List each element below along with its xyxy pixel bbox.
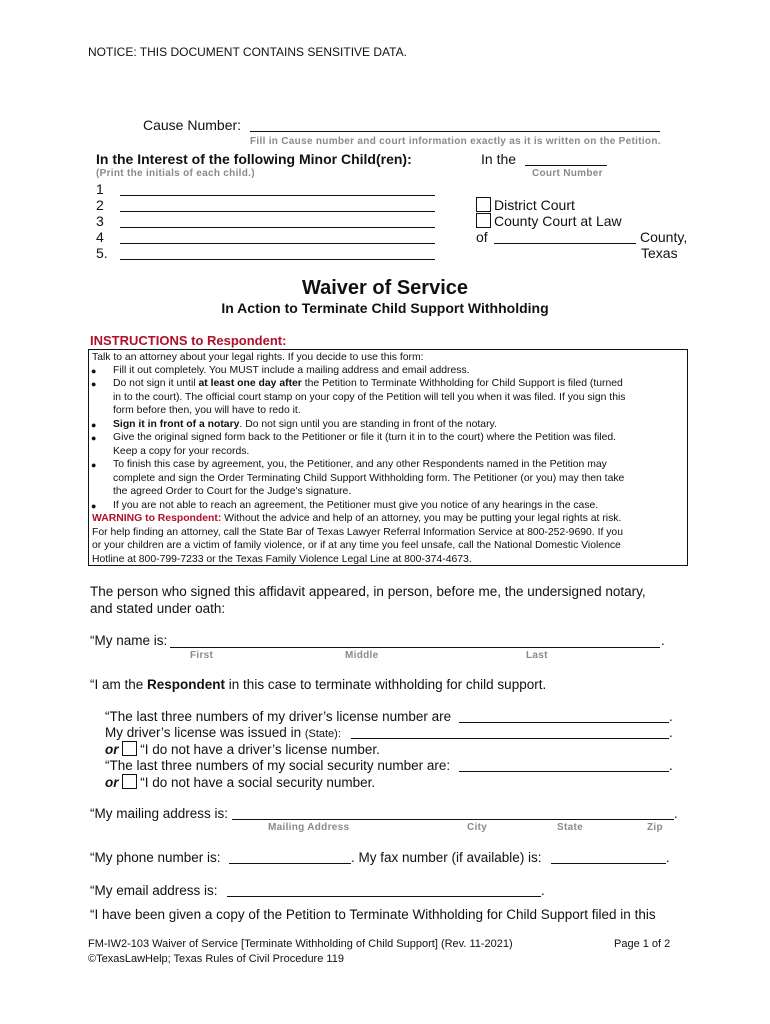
sensitive-notice: NOTICE: THIS DOCUMENT CONTAINS SENSITIVE DATA. <box>88 45 407 59</box>
court-number-field[interactable] <box>525 165 607 166</box>
mailing-period: . <box>674 806 678 821</box>
warning-label: WARNING to Respondent: <box>92 513 222 524</box>
dl-state-label <box>105 725 341 740</box>
bullet-icon: ● <box>91 420 97 430</box>
form-subtitle: In Action to Terminate Child Support Withholding <box>221 300 549 316</box>
or-label: or <box>105 775 119 790</box>
bullet-icon: ● <box>91 366 97 376</box>
affidavit-text-line1: The person who signed this affidavit appeared, in person, before me, the undersigned notary, <box>90 584 646 599</box>
mailing-address-label: “My mailing address is: <box>90 806 229 821</box>
child-initials-field-5[interactable] <box>120 259 435 260</box>
dl-state-pre: My driver’s license was issued in <box>105 725 305 740</box>
instruction-return-line2: Keep a copy for your records. <box>113 446 250 457</box>
child-number-5: 5. <box>96 245 108 261</box>
no-dl-checkbox[interactable] <box>122 741 137 756</box>
petition-copy-statement: “I have been given a copy of the Petition to Terminate Withholding for Child Support filed in this <box>90 907 656 922</box>
fax-field[interactable] <box>551 863 666 864</box>
no-ssn-checkbox[interactable] <box>122 774 137 789</box>
dl-state-small: (State): <box>304 728 341 740</box>
mailing-address-field[interactable] <box>232 819 674 820</box>
name-hint-first: First <box>190 650 214 661</box>
instruction-hearings: If you are not able to reach an agreement, the Petitioner must give you notice of any hearings in the case. <box>113 500 599 511</box>
instruction-notary-post: . Do not sign until you are standing in front of the notary. <box>239 419 497 430</box>
phone-label: “My phone number is: <box>90 850 221 865</box>
name-hint-last: Last <box>526 650 548 661</box>
mailing-hint-address: Mailing Address <box>268 822 350 833</box>
respondent-bold: Respondent <box>147 677 226 692</box>
mailing-hint-zip: Zip <box>647 822 663 833</box>
child-initials-field-4[interactable] <box>120 243 435 244</box>
county-court-checkbox[interactable] <box>476 213 491 228</box>
child-number-2: 2 <box>96 197 104 213</box>
instruction-agreement-line3: the agreed Order to Court for the Judge's signature. <box>113 486 352 497</box>
dl-number-label: “The last three numbers of my driver’s license number are <box>105 709 452 724</box>
instruction-fill-out: Fill it out completely. You MUST include a mailing address and email address. <box>113 365 470 376</box>
email-field[interactable] <box>227 896 541 897</box>
instruction-timing-post: the Petition to Terminate Withholding for Child Support is filed (turned <box>301 378 623 389</box>
state-label: Texas <box>641 245 678 261</box>
no-ssn-option[interactable] <box>105 774 375 790</box>
no-ssn-label: “I do not have a social security number. <box>140 775 376 790</box>
child-initials-field-2[interactable] <box>120 211 435 212</box>
warning-text: Without the advice and help of an attorney, you may be putting your legal rights at risk. <box>221 513 622 524</box>
bullet-icon: ● <box>91 460 97 470</box>
mailing-hint-state: State <box>557 822 583 833</box>
respondent-post: in this case to terminate withholding for child support. <box>225 677 547 692</box>
name-hint-middle: Middle <box>345 650 379 661</box>
respondent-statement <box>90 677 546 692</box>
bullet-icon: ● <box>91 501 97 511</box>
no-dl-option[interactable] <box>105 741 380 757</box>
dl-state-field[interactable] <box>351 738 669 739</box>
print-initials-hint: (Print the initials of each child.) <box>96 168 255 179</box>
dl-state-period: . <box>669 725 673 740</box>
respondent-pre: “I am the <box>90 677 148 692</box>
cause-hint: Fill in Cause number and court information exactly as it is written on the Petition. <box>250 136 661 147</box>
no-dl-label: “I do not have a driver’s license number. <box>140 742 380 757</box>
ssn-period: . <box>669 758 673 773</box>
bullet-icon: ● <box>91 433 97 443</box>
ssn-label: “The last three numbers of my social security number are: <box>105 758 451 773</box>
instruction-agreement: To finish this case by agreement, you, the Petitioner, and any other Respondents named in the Petition may <box>113 459 607 470</box>
or-label: or <box>105 742 119 757</box>
affidavit-text-line2: and stated under oath: <box>90 601 226 616</box>
warning-line <box>92 512 621 526</box>
name-field[interactable] <box>170 647 660 648</box>
instruction-timing-line2: in to the court). The official court stamp on your copy of the Petition will tell you when it was filed. If you sign this <box>113 392 626 403</box>
district-court-checkbox[interactable] <box>476 197 491 212</box>
help-line-3: Hotline at 800-799-7233 or the Texas Family Violence Legal Line at 800-374-4673. <box>92 554 472 565</box>
fax-period: . <box>666 850 670 865</box>
instructions-intro: Talk to an attorney about your legal rights. If you decide to use this form: <box>92 352 424 363</box>
fax-label: . My fax number (if available) is: <box>351 850 542 865</box>
child-initials-field-1[interactable] <box>120 195 435 196</box>
instruction-timing <box>113 377 623 391</box>
child-number-1: 1 <box>96 181 104 197</box>
footer-copyright: ©TexasLawHelp; Texas Rules of Civil Procedure 119 <box>88 953 344 965</box>
instruction-return: Give the original signed form back to the Petitioner or file it (turn it in to the court) where the Petition was filed. <box>113 432 617 443</box>
instruction-timing-bold: at least one day after <box>198 378 302 389</box>
phone-field[interactable] <box>229 863 351 864</box>
interest-label: In the Interest of the following Minor Child(ren): <box>96 151 412 167</box>
email-period: . <box>541 883 545 898</box>
cause-number-field[interactable] <box>250 131 660 132</box>
in-the-label: In the <box>481 151 517 167</box>
county-name-field[interactable] <box>494 243 636 244</box>
county-label: County, <box>640 229 688 245</box>
cause-number-label: Cause Number: <box>143 117 242 133</box>
form-title: Waiver of Service <box>301 277 468 299</box>
child-number-3: 3 <box>96 213 104 229</box>
ssn-field[interactable] <box>459 771 669 772</box>
county-court-option[interactable] <box>476 213 622 229</box>
instruction-timing-pre: Do not sign it until <box>113 378 199 389</box>
help-line-2: or your children are a victim of family violence, or if at any time you feel unsafe, call the National Domestic Violence <box>92 540 621 551</box>
instruction-notary <box>113 418 497 432</box>
instruction-timing-line3: form before then, you will have to redo it. <box>113 405 301 416</box>
instruction-notary-bold: Sign it in front of a notary <box>113 419 240 430</box>
district-court-label: District Court <box>494 197 575 213</box>
county-court-label: County Court at Law <box>494 213 622 229</box>
bullet-icon: ● <box>91 379 97 389</box>
dl-number-field[interactable] <box>459 722 669 723</box>
help-line-1: For help finding an attorney, call the State Bar of Texas Lawyer Referral Information Service at 800-252-9690. If you <box>92 527 623 538</box>
instruction-agreement-line2: complete and sign the Order Terminating Child Support Withholding form. The Petitioner (or you) may then take <box>113 473 625 484</box>
district-court-option[interactable] <box>476 197 575 213</box>
instructions-heading: INSTRUCTIONS to Respondent: <box>90 333 287 348</box>
of-label: of <box>476 229 488 245</box>
page-number: Page 1 of 2 <box>614 938 671 950</box>
email-label: “My email address is: <box>90 883 218 898</box>
dl-number-period: . <box>669 709 673 724</box>
mailing-hint-city: City <box>467 822 488 833</box>
child-initials-field-3[interactable] <box>120 227 435 228</box>
footer-form-id: FM-IW2-103 Waiver of Service [Terminate Withholding of Child Support] (Rev. 11-2021) <box>88 938 513 950</box>
court-number-hint: Court Number <box>532 168 603 179</box>
name-label: “My name is: <box>90 633 168 648</box>
child-number-4: 4 <box>96 229 104 245</box>
name-period: . <box>661 633 665 648</box>
